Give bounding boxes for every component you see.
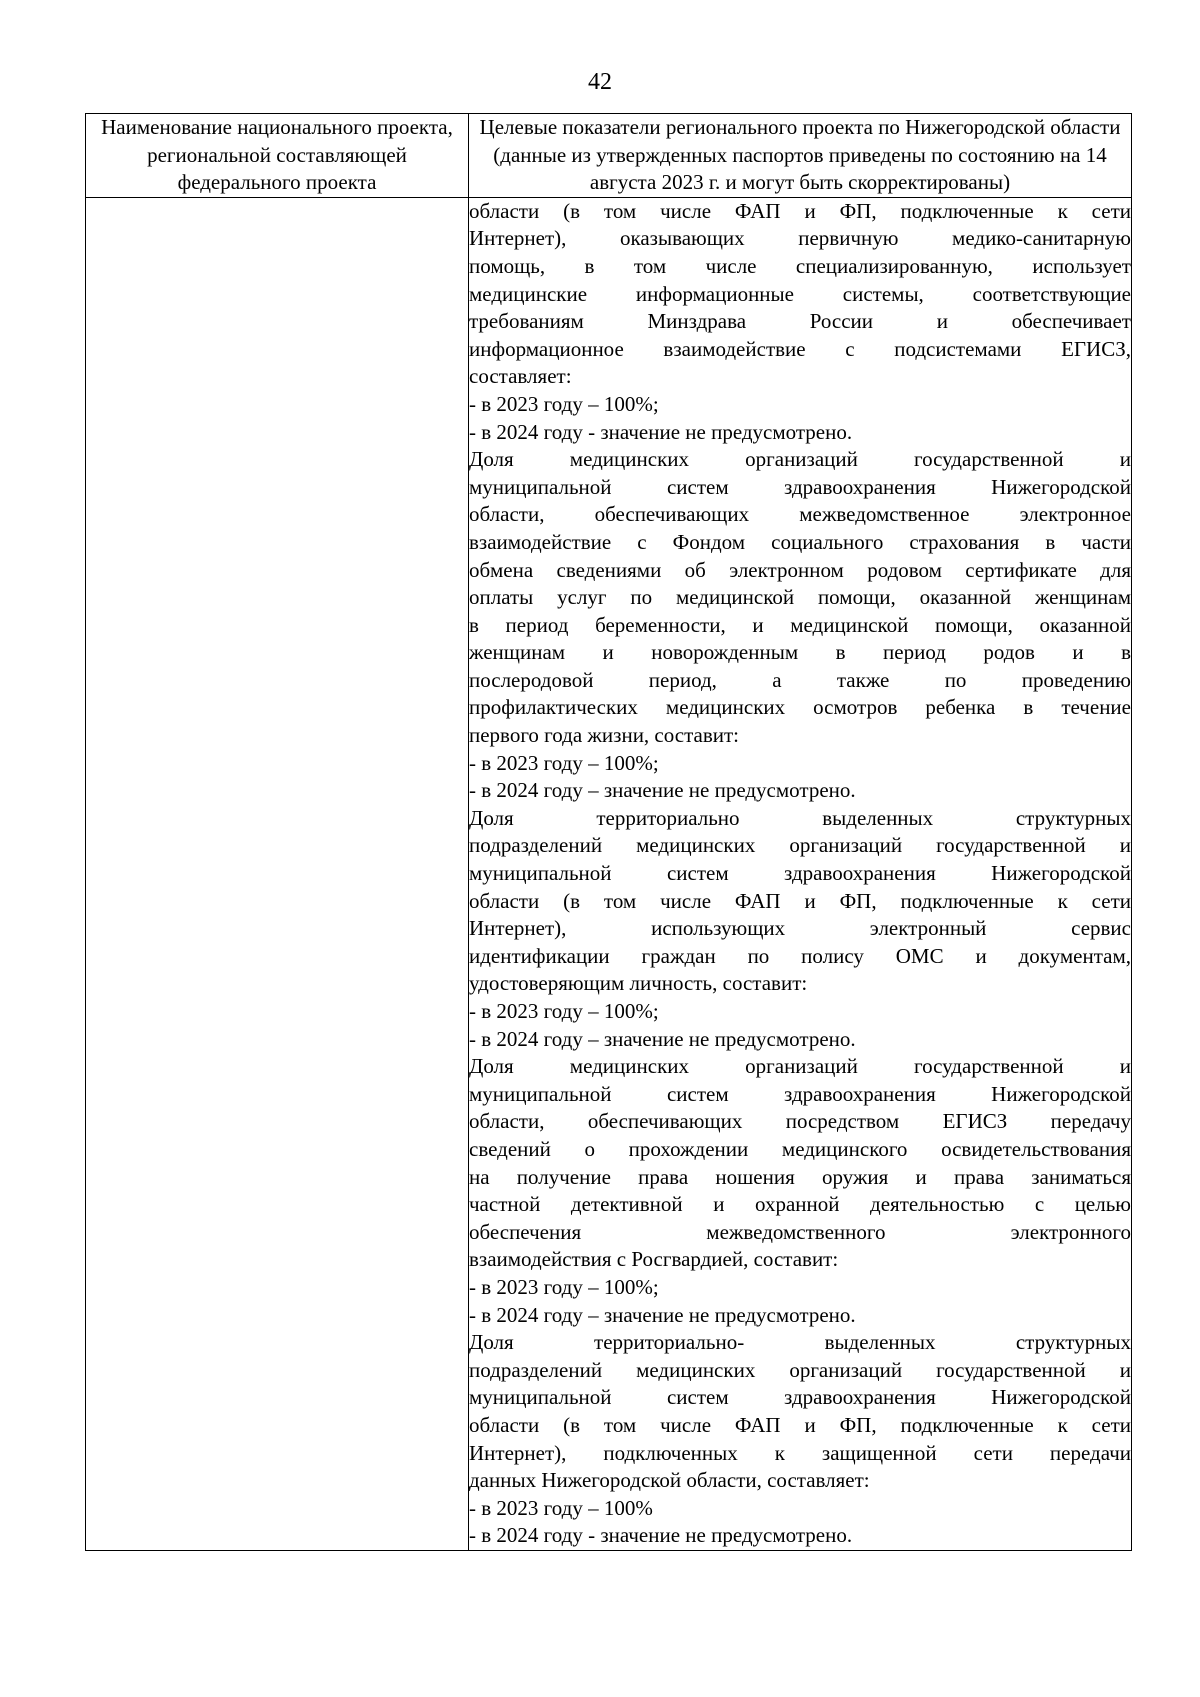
text-line: взаимодействия с Росгвардией, составит:	[469, 1247, 839, 1272]
text-line: Интернет), использующих электронный сервис	[469, 916, 1131, 941]
text-line: - в 2024 году - значение не предусмотрено.	[469, 419, 853, 444]
text-line: Доля территориально- выделенных структурных	[469, 1330, 1131, 1355]
header-target-indicators: Целевые показатели регионального проекта по Нижегородской области (данные из утвержденных паспортов приведены по состоянию на 14 августа 2023 г. и могут быть скорректированы)	[469, 114, 1132, 198]
text-line: на получение права ношения оружия и права заниматься	[469, 1164, 1131, 1189]
text-line: муниципальной систем здравоохранения Нижегородской	[469, 1081, 1131, 1106]
text-line: первого года жизни, составит:	[469, 723, 740, 748]
text-line: области (в том числе ФАП и ФП, подключенные к сети	[469, 1412, 1131, 1437]
text-line: муниципальной систем здравоохранения Нижегородской	[469, 861, 1131, 886]
text-line: подразделений медицинских организаций государственной и	[469, 1357, 1131, 1382]
text-line: идентификации граждан по полису ОМС и документам,	[469, 943, 1131, 968]
project-name-cell	[86, 197, 469, 1550]
text-line: составляет:	[469, 364, 572, 389]
header-project-name: Наименование национального проекта, региональной составляющей федерального проекта	[86, 114, 469, 198]
text-line: женщинам и новорожденным в период родов и в	[469, 640, 1131, 665]
indicators-text	[469, 198, 1131, 1550]
text-line: Интернет), оказывающих первичную медико-санитарную	[469, 226, 1131, 251]
text-line: Интернет), подключенных к защищенной сети передачи	[469, 1440, 1131, 1465]
text-line: медицинские информационные системы, соответствующие	[469, 281, 1131, 306]
text-line: удостоверяющим личность, составит:	[469, 971, 808, 996]
text-line: помощь, в том числе специализированную, использует	[469, 253, 1131, 278]
text-line: области, обеспечивающих посредством ЕГИСЗ передачу	[469, 1109, 1131, 1134]
text-line: профилактических медицинских осмотров ребенка в течение	[469, 695, 1131, 720]
text-line: подразделений медицинских организаций государственной и	[469, 833, 1131, 858]
text-line: обеспечения межведомственного электронного	[469, 1219, 1131, 1244]
text-line: Доля медицинских организаций государственной и	[469, 447, 1131, 472]
indicators-table	[85, 113, 1132, 1551]
text-line: - в 2023 году – 100%;	[469, 999, 659, 1023]
text-line: - в 2024 году - значение не предусмотрено.	[469, 1523, 853, 1548]
table-row	[86, 197, 1132, 1550]
text-line: - в 2023 году – 100%;	[469, 750, 659, 775]
text-line: области, обеспечивающих межведомственное электронное	[469, 502, 1131, 527]
text-line: в период беременности, и медицинской помощи, оказанной	[469, 612, 1131, 637]
indicators-cell	[469, 197, 1132, 1550]
text-line: - в 2024 году – значение не предусмотрено.	[469, 1302, 856, 1327]
text-line: взаимодействие с Фондом социального страхования в части	[469, 529, 1131, 554]
table-header-row	[86, 114, 1132, 198]
text-line: - в 2024 году – значение не предусмотрено.	[469, 1026, 856, 1051]
text-line: - в 2023 году – 100%	[469, 1495, 653, 1520]
text-line: муниципальной систем здравоохранения Нижегородской	[469, 474, 1131, 499]
text-line: Доля территориально выделенных структурных	[469, 805, 1131, 830]
text-line: - в 2023 году – 100%;	[469, 1274, 659, 1299]
text-line: послеродовой период, а также по проведению	[469, 667, 1131, 692]
text-line: частной детективной и охранной деятельностью с целью	[469, 1192, 1131, 1217]
text-line: информационное взаимодействие с подсистемами ЕГИСЗ,	[469, 336, 1131, 361]
text-line: - в 2023 году – 100%;	[469, 391, 659, 416]
text-line: Доля медицинских организаций государственной и	[469, 1054, 1131, 1079]
text-line: оплаты услуг по медицинской помощи, оказанной женщинам	[469, 585, 1131, 610]
text-line: области (в том числе ФАП и ФП, подключенные к сети	[469, 198, 1131, 223]
text-line: данных Нижегородской области, составляет:	[469, 1468, 870, 1493]
text-line: обмена сведениями об электронном родовом сертификате для	[469, 557, 1131, 582]
text-line: сведений о прохождении медицинского освидетельствования	[469, 1136, 1131, 1161]
text-line: области (в том числе ФАП и ФП, подключенные к сети	[469, 888, 1131, 913]
text-line: - в 2024 году – значение не предусмотрено.	[469, 778, 856, 803]
text-line: требованиям Минздрава России и обеспечивает	[469, 309, 1131, 334]
page-number: 42	[588, 69, 612, 95]
text-line: муниципальной систем здравоохранения Нижегородской	[469, 1385, 1131, 1410]
